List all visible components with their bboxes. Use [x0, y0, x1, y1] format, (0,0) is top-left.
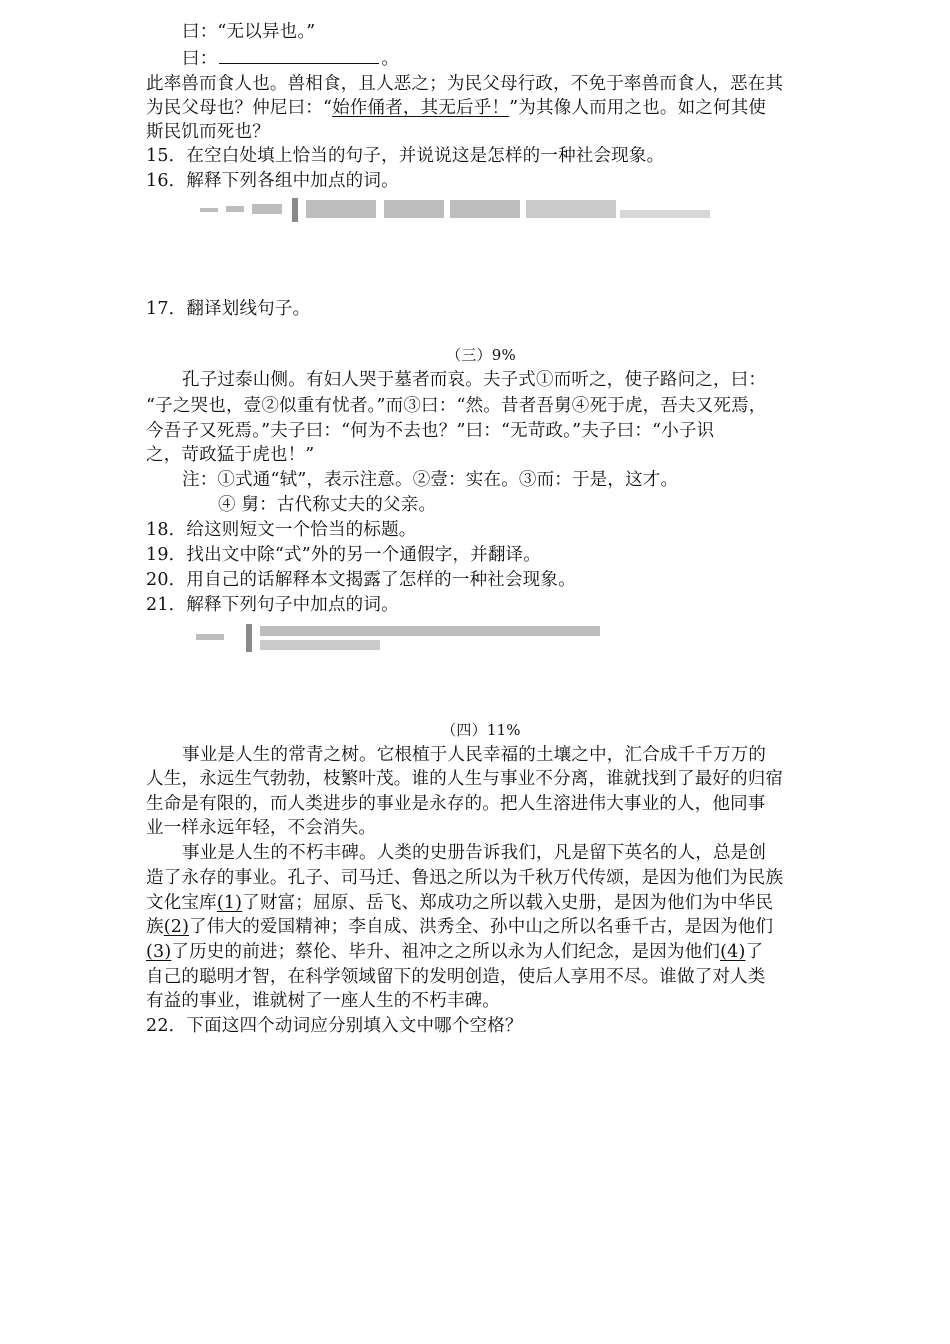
passage-line: [146, 96, 816, 120]
fill-in-blank[interactable]: [219, 47, 379, 64]
passage-text: 了: [745, 942, 764, 962]
passage-line: [146, 891, 816, 915]
passage-line: 生命是有限的，而人类进步的事业是永存的。把人生溶进伟大事业的人，他同事: [146, 794, 766, 814]
annotation-note: ④ 舅：古代称丈夫的父亲。: [218, 495, 437, 515]
blank-4[interactable]: (4): [720, 942, 746, 962]
blank-2[interactable]: (2): [163, 917, 190, 937]
blurred-word-table-image: [200, 196, 710, 226]
question-19: 19．找出文中除“式”外的另一个通假字，并翻译。: [146, 545, 541, 565]
passage-line: 自己的聪明才智，在科学领域留下的发明创造，使后人享用不尽。谁做了对人类: [146, 967, 766, 987]
quote-line-2-prefix: 曰：: [182, 49, 218, 69]
passage-text: 为民父母也？仲尼曰：“: [146, 98, 333, 118]
question-20: 20．用自己的话解释本文揭露了怎样的一种社会现象。: [146, 570, 576, 590]
passage-line: 斯民饥而死也？: [146, 122, 270, 142]
passage-line: 今吾子又死焉。”夫子曰：“何为不去也？”曰：“无苛政。”夫子曰：“小子识: [146, 421, 715, 441]
quote-line-2-suffix: 。: [381, 49, 400, 69]
passage-text: 了历史的前进；蔡伦、毕升、祖冲之之所以永为人们纪念，是因为他们: [171, 942, 721, 962]
passage-text: 族: [146, 917, 164, 937]
passage-line: 造了永存的事业。孔子、司马迁、鲁迅之所以为千秋万代传颂，是因为他们为民族: [146, 868, 784, 888]
blank-3[interactable]: (3): [146, 942, 172, 962]
passage-line: 事业是人生的不朽丰碑。人类的史册告诉我们，凡是留下英名的人，总是创: [182, 843, 767, 863]
question-22: 22．下面这四个动词应分别填入文中哪个空格？: [146, 1016, 523, 1036]
question-17: 17．翻译划线句子。: [146, 299, 311, 319]
passage-line: “子之哭也，壹②似重有忧者。”而③曰：“然。昔者吾舅④死于虎，吾夫又死焉，: [146, 396, 767, 416]
passage-line: 孔子过泰山侧。有妇人哭于墓者而哀。夫子式①而听之，使子路问之，曰：: [182, 370, 767, 390]
passage-text: 了伟大的爱国精神；李自成、洪秀全、孙中山之所以名垂千古，是因为他们: [189, 917, 774, 937]
passage-line: [146, 940, 816, 964]
passage-line: 业一样永远年轻，不会消失。: [146, 818, 377, 838]
passage-line: 有益的事业，谁就树了一座人生的不朽丰碑。: [146, 991, 500, 1011]
section-3-heading: （三）9%: [446, 346, 516, 364]
question-16: 16．解释下列各组中加点的词。: [146, 171, 399, 191]
quote-line-1: 曰：“无以异也。”: [182, 22, 316, 42]
question-21: 21．解释下列句子中加点的词。: [146, 595, 399, 615]
blurred-word-table-image: [196, 622, 606, 656]
passage-line: 之，苛政猛于虎也！”: [146, 445, 315, 465]
blank-1[interactable]: (1): [216, 893, 243, 913]
passage-text: ”为其像人而用之也。如之何其使: [509, 98, 767, 118]
passage-line: 事业是人生的常青之树。它根植于人民幸福的土壤之中，汇合成千千万万的: [182, 745, 767, 765]
question-18: 18．给这则短文一个恰当的标题。: [146, 520, 417, 540]
passage-line: 此率兽而食人也。兽相食，且人恶之；为民父母行政，不免于率兽而食人，恶在其: [146, 74, 784, 94]
passage-line: [146, 915, 816, 939]
quote-line-2-with-blank: [182, 47, 852, 71]
question-15: 15．在空白处填上恰当的句子，并说说这是怎样的一种社会现象。: [146, 146, 665, 166]
passage-text: 文化宝库: [146, 893, 217, 913]
passage-line: 人生，永远生气勃勃，枝繁叶茂。谁的人生与事业不分离，谁就找到了最好的归宿: [146, 769, 784, 789]
underlined-sentence: 始作俑者，其无后乎！: [332, 98, 510, 118]
section-4-heading: （四）11%: [441, 721, 521, 739]
annotation-note: 注：①式通“轼”，表示注意。②壹：实在。③而：于是，这才。: [182, 470, 679, 490]
passage-text: 了财富；屈原、岳飞、郑成功之所以载入史册，是因为他们为中华民: [242, 893, 774, 913]
